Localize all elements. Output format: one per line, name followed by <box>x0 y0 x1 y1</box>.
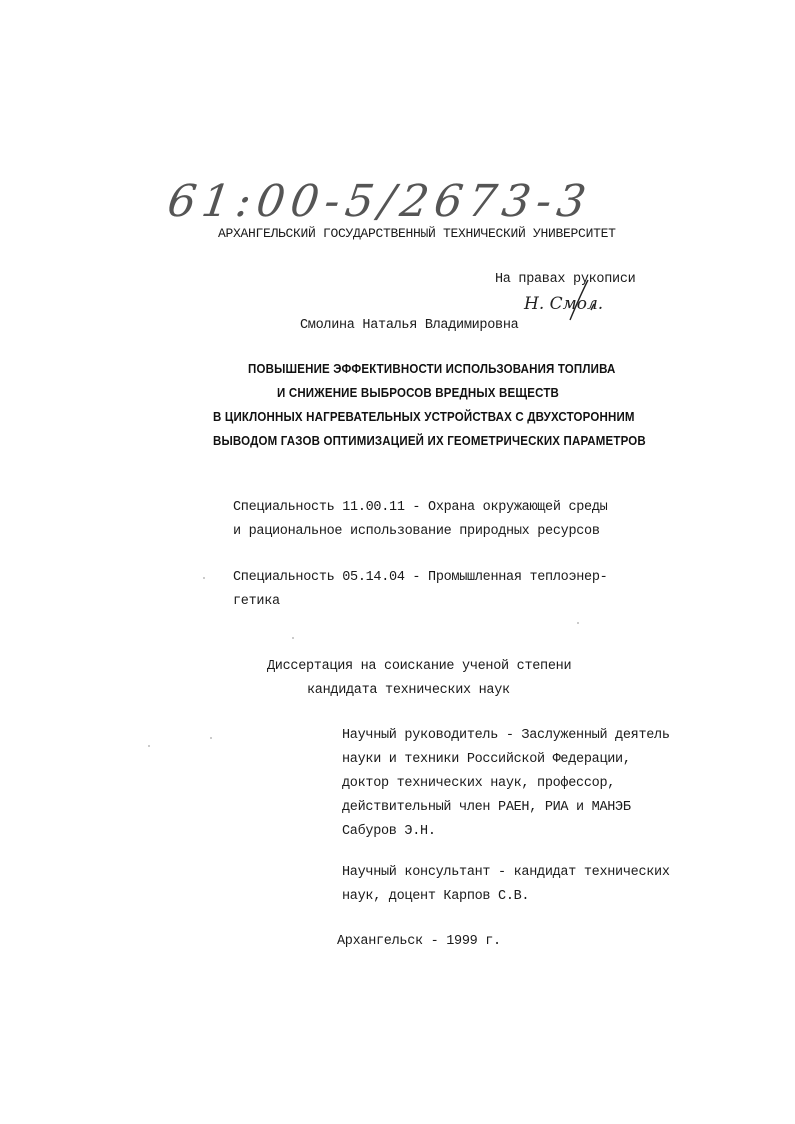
specialty-line: и рациональное использование природных ресурсов <box>233 524 600 539</box>
author-name: Смолина Наталья Владимировна <box>300 318 519 333</box>
title-line: ВЫВОДОМ ГАЗОВ ОПТИМИЗАЦИЕЙ ИХ ГЕОМЕТРИЧЕСКИХ ПАРАМЕТРОВ <box>213 434 646 448</box>
consultant-line: наук, доцент Карпов С.В. <box>342 889 530 904</box>
specialty-line: гетика <box>233 594 280 609</box>
specialty-line: Специальность 05.14.04 - Промышленная теплоэнер- <box>233 570 608 585</box>
degree-line: кандидата технических наук <box>307 683 510 698</box>
title-line: И СНИЖЕНИЕ ВЫБРОСОВ ВРЕДНЫХ ВЕЩЕСТВ <box>277 386 560 400</box>
supervisor-line: науки и техники Российской Федерации, <box>342 752 631 767</box>
manuscript-rights-label: На правах рукописи <box>495 272 636 287</box>
consultant-line: Научный консультант - кандидат технических <box>342 865 670 880</box>
supervisor-line: Научный руководитель - Заслуженный деятель <box>342 728 670 743</box>
signature-stroke-icon <box>560 276 610 326</box>
archive-code-handwritten: 61:00-5/2673-3 <box>164 176 595 227</box>
scan-speck <box>210 737 212 739</box>
scan-speck <box>292 637 294 639</box>
scan-speck <box>148 745 150 747</box>
title-line: ПОВЫШЕНИЕ ЭФФЕКТИВНОСТИ ИСПОЛЬЗОВАНИЯ ТОПЛИВА <box>248 362 616 376</box>
supervisor-line: доктор технических наук, профессор, <box>342 776 616 791</box>
author-signature: Н. Смол. <box>524 294 604 314</box>
supervisor-line: Сабуров Э.Н. <box>342 824 436 839</box>
place-and-year: Архангельск - 1999 г. <box>337 934 501 949</box>
degree-line: Диссертация на соискание ученой степени <box>267 659 572 674</box>
scan-speck <box>577 622 579 624</box>
title-line: В ЦИКЛОННЫХ НАГРЕВАТЕЛЬНЫХ УСТРОЙСТВАХ С ДВУХСТОРОННИМ <box>213 410 635 424</box>
specialty-line: Специальность 11.00.11 - Охрана окружающей среды <box>233 500 608 515</box>
supervisor-line: действительный член РАЕН, РИА и МАНЭБ <box>342 800 631 815</box>
scan-speck <box>203 577 205 579</box>
institution-name: АРХАНГЕЛЬСКИЙ ГОСУДАРСТВЕННЫЙ ТЕХНИЧЕСКИЙ УНИВЕРСИТЕТ <box>218 226 616 241</box>
